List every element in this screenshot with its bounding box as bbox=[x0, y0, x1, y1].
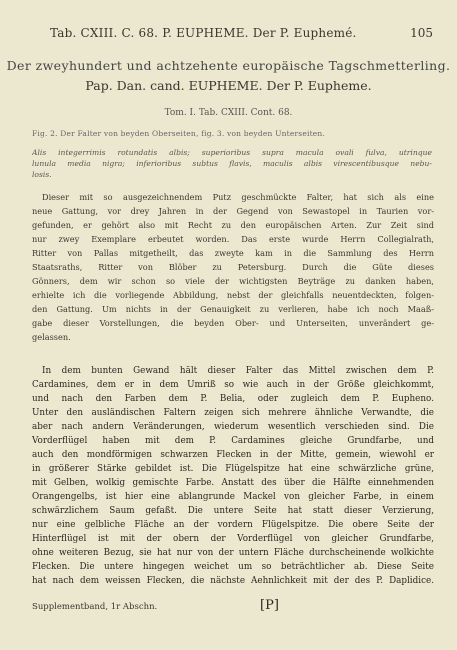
paragraph-1-line: gefunden, er gehört also mit Recht zu den europäischen Arten. Zur Zeit sind bbox=[32, 220, 434, 230]
paragraph-2-line: und nach den Farben dem P. Belia, oder zugleich dem P. Eupheno. bbox=[32, 394, 434, 404]
footer-note: Supplementband, 1r Abschn. bbox=[32, 602, 158, 612]
figure-caption: Fig. 2. Der Falter von beyden Oberseiten, fig. 3. von beyden Unterseiten. bbox=[32, 129, 326, 138]
paragraph-2-line: ohne weiteren Bezug, sie hat nur von der untern Fläche durchscheinende wolkichte bbox=[32, 548, 434, 558]
paragraph-2-line: hat nach dem weissen Flecken, die nächste Aehnlichkeit mit der des P. Daplidice. bbox=[32, 576, 434, 586]
paragraph-2-line: Cardamines, dem er in dem Umriß so wie auch in der Größe gleichkommt, bbox=[32, 380, 434, 390]
paragraph-1-line: gelassen. bbox=[32, 332, 71, 342]
paragraph-1-line: Staatsraths, Ritter von Blöber zu Petersburg. Durch die Güte dieses bbox=[32, 262, 434, 272]
paragraph-1-line: Dieser mit so ausgezeichnendem Putz geschmückte Falter, hat sich als eine bbox=[42, 192, 434, 202]
latin-line: Alis integerrimis rotundatis albis; superioribus supra macula ovali fulva, utrinque bbox=[32, 148, 432, 157]
paragraph-2-line: nur eine gelbliche Fläche an der vordern Flügelspitze. Die obere Seite der bbox=[32, 520, 434, 530]
paragraph-1-line: gabe dieser Vorstellungen, die beyden Ober- und Unterseiten, unverändert ge- bbox=[32, 318, 434, 328]
paragraph-2-line: Vorderflügel haben mit dem P. Cardamines gleiche Grundfarbe, und bbox=[32, 436, 434, 446]
species-title: Pap. Dan. cand. EUPHEME. Der P. Eupheme. bbox=[85, 78, 372, 93]
page-number: 105 bbox=[410, 26, 433, 40]
paragraph-2-line: Flecken. Die untere hingegen weichet um so beträchtlicher ab. Diese Seite bbox=[32, 562, 434, 572]
latin-line: lunula media nigra; inferioribus subtus flavis, maculis albis virescentibusque nebu- bbox=[32, 159, 432, 168]
latin-line: losis. bbox=[32, 170, 52, 179]
paragraph-2-line: Hinterflügel ist mit der obern der Vorderflügel von gleicher Grundfarbe, bbox=[32, 534, 434, 544]
paragraph-2-line: auch den mondförmigen schwarzen Flecken in der Mitte, gemein, wiewohl er bbox=[32, 450, 434, 460]
paragraph-2-line: aber nach andern Veränderungen, wiederum wesentlich verschieden sind. Die bbox=[32, 422, 434, 432]
paragraph-2-line: Unter den ausländischen Faltern zeigen sich mehrere ähnliche Verwandte, die bbox=[32, 408, 434, 418]
paragraph-1-line: Ritter von Pallas mitgetheilt, das zweyte kam in die Sammlung des Herrn bbox=[32, 248, 434, 258]
paragraph-1-line: erhielte ich die vorliegende Abbildung, nebst der gleichfalls neuentdeckten, folgen- bbox=[32, 290, 434, 300]
paragraph-1-line: den Gattung. Um nichts in der Genauigkeit zu verlieren, habe ich noch Maaß- bbox=[32, 304, 434, 314]
paragraph-1-line: nur zwey Exemplare erbeutet worden. Das erste wurde Herrn Collegialrath, bbox=[32, 234, 434, 244]
paragraph-2-line: In dem bunten Gewand hält dieser Falter das Mittel zwischen dem P. bbox=[42, 366, 434, 376]
running-head: Tab. CXIII. C. 68. P. EUPHEME. Der P. Euphemé. bbox=[50, 26, 357, 40]
paragraph-2-line: in größerer Stärke gebildet ist. Die Flügelspitze hat eine schwärzliche grüne, bbox=[32, 464, 434, 474]
paragraph-1-line: Gönners, dem wir schon so viele der wichtigsten Beyträge zu danken haben, bbox=[32, 276, 434, 286]
paragraph-2-line: schwärzlichem Saum gefaßt. Die untere Seite hat statt dieser Verzierung, bbox=[32, 506, 434, 516]
paragraph-1-line: neue Gattung, vor drey Jahren in der Gegend von Sewastopel in Taurien vor- bbox=[32, 206, 434, 216]
plate-reference: Tom. I. Tab. CXIII. Cont. 68. bbox=[164, 108, 293, 118]
paragraph-2-line: mit Gelben, wolkig gemischte Farbe. Anstatt des über die Hälfte einnehmenden bbox=[32, 478, 434, 488]
signature-mark: [P] bbox=[260, 598, 279, 613]
plate-title: Der zweyhundert und achtzehente europäische Tagschmetterling. bbox=[6, 58, 451, 73]
paragraph-2-line: Orangengelbs, ist hier eine ablangrunde Mackel von gleicher Farbe, in einem bbox=[32, 492, 434, 502]
